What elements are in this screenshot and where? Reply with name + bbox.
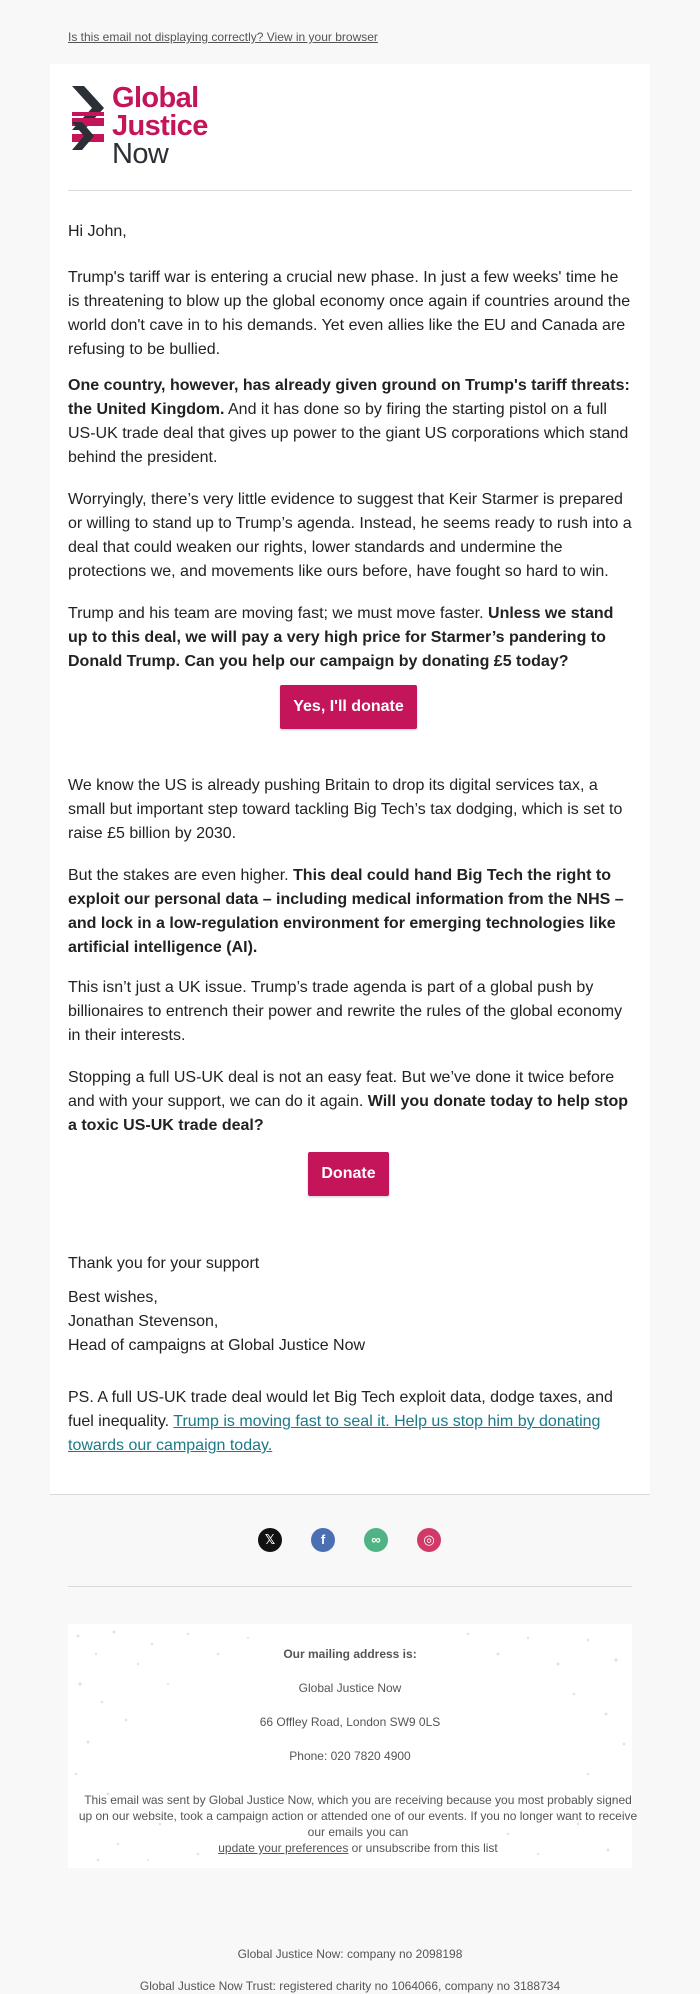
footer	[68, 1624, 638, 1993]
logo-wordmark	[112, 84, 208, 168]
logo-line-1: Global	[112, 82, 199, 114]
paragraph-4-bold: Unless we stand up to this deal, we will pay a very high price for Starmer’s pandering to Donald Trump. Can you help our campaign by donating £5 today?	[68, 605, 614, 670]
thanks-text: Thank you for your support	[68, 1255, 260, 1272]
unsubscribe-text: or unsubscribe from this list	[348, 1841, 498, 1855]
facebook-icon[interactable]: f	[311, 1528, 335, 1552]
footer-address: 66 Offley Road, London SW9 0LS	[259, 1715, 441, 1729]
postscript-donate-link[interactable]: Trump is moving fast to seal it. Help us stop him by donating towards our campaign today.	[68, 1413, 601, 1454]
donate-button[interactable]: Donate	[308, 1152, 389, 1196]
update-preferences-link[interactable]: update your preferences	[218, 1841, 349, 1855]
signoff: Best wishes,	[68, 1289, 158, 1306]
footer-org-name: Global Justice Now	[298, 1681, 402, 1695]
footer-notice-text: This email was sent by Global Justice Now, which you are receiving because you most probably signed up on our website, took a campaign action or attended one of our events. If you no longer want to receive our emails you can	[78, 1793, 638, 1839]
paragraph-3: Worryingly, there’s very little evidence to suggest that Keir Starmer is prepared or willing to stand up to Trump’s agenda. Instead, he seems ready to rush into a deal that could weaken our rights, lower standards and undermine the protections we, and movements like ours before, have fought so hard to win.	[68, 491, 632, 580]
mailing-address-title: Our mailing address is:	[283, 1647, 417, 1661]
footer-divider-top	[50, 1494, 650, 1495]
footer-registration-1: Global Justice Now: company no 2098198	[237, 1947, 463, 1961]
header-divider	[68, 190, 632, 191]
instagram-icon[interactable]: ◎	[417, 1528, 441, 1552]
paragraph-6-bold: This deal could hand Big Tech the right to exploit our personal data – including medical information from the NHS – and lock in a low-regulation environment for emerging technologies like artificial intelligence (AI).	[68, 867, 624, 956]
greeting: Hi John,	[68, 223, 127, 240]
postscript	[68, 1386, 632, 1458]
logo-line-3: Now	[112, 138, 169, 170]
paragraph-1: Trump's tariff war is entering a crucial new phase. In just a few weeks' time he is threatening to blow up the global economy once again if countries around the world don't cave in to his demands. Yet even allies like the EU and Canada are refusing to be bullied.	[68, 269, 631, 358]
paragraph-7: This isn’t just a UK issue. Trump’s trade agenda is part of a global push by billionaires to entrench their power and rewrite the rules of the global economy in their interests.	[68, 979, 623, 1044]
logo-chevron-icon	[70, 82, 110, 172]
paragraph-8-plain: Stopping a full US-UK deal is not an easy feat. But we’ve done it twice before and with your support, we can do it again.	[68, 1069, 615, 1110]
signer-name: Jonathan Stevenson,	[68, 1313, 219, 1330]
paragraph-8-bold: Will you donate today to help stop a toxic US-UK trade deal?	[68, 1093, 629, 1134]
logo-line-2: Justice	[112, 110, 208, 142]
footer-registration-2: Global Justice Now Trust: registered charity no 1064066, company no 3188734	[139, 1979, 561, 1993]
donate-5-button[interactable]: Yes, I'll donate	[280, 685, 417, 729]
link-icon[interactable]: ∞	[364, 1528, 388, 1552]
postscript-plain: PS. A full US-UK trade deal would let Big Tech exploit data, dodge taxes, and fuel inequality.	[68, 1389, 613, 1430]
paragraph-6-plain: But the stakes are even higher.	[68, 867, 294, 884]
x-icon[interactable]: 𝕏	[258, 1528, 282, 1552]
footer-phone: Phone: 020 7820 4900	[289, 1749, 411, 1763]
footer-notice	[76, 1792, 640, 1856]
paragraph-2-rest: And it has done so by firing the starting pistol on a full US-UK trade deal that gives up power to the giant US corporations which stand behind the president.	[68, 401, 629, 466]
logo[interactable]	[70, 82, 230, 172]
footer-divider-bottom	[68, 1586, 632, 1587]
signer-role: Head of campaigns at Global Justice Now	[68, 1337, 366, 1354]
signature	[68, 1286, 365, 1358]
paragraph-4-plain: Trump and his team are moving fast; we must move faster.	[68, 605, 489, 622]
email-card	[50, 64, 650, 1494]
paragraph-2-bold: One country, however, has already given ground on Trump's tariff threats: the United Kingdom.	[68, 377, 630, 418]
paragraph-2	[68, 374, 632, 470]
paragraph-8	[68, 1066, 632, 1138]
paragraph-6	[68, 864, 632, 960]
topbar	[68, 30, 378, 44]
view-in-browser-link[interactable]: Is this email not displaying correctly? View in your browser	[68, 30, 378, 44]
paragraph-5: We know the US is already pushing Britain to drop its digital services tax, a small but important step toward tackling Big Tech’s tax dodging, which is set to raise £5 billion by 2030.	[68, 777, 623, 842]
paragraph-4	[68, 602, 632, 674]
